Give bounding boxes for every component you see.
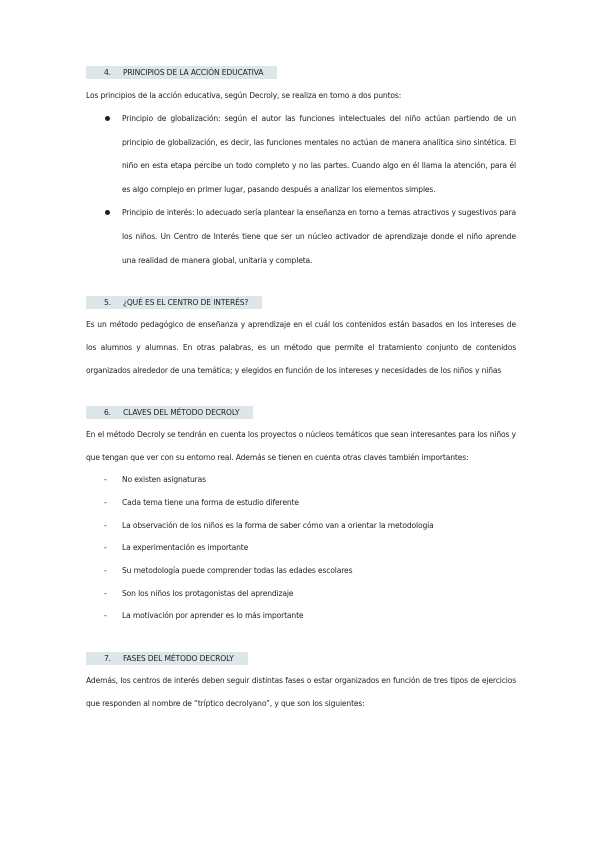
list-item (86, 583, 516, 606)
section-heading-centro-de-interes (86, 296, 262, 309)
section-number: 4. (104, 68, 111, 77)
section-intro: En el método Decroly se tendrán en cuenta los proyectos o núcleos temáticos que sean interesantes para los niños y que tengan que ver con su entorno real. Además se tienen en cuenta otras claves también importantes: (86, 430, 516, 463)
list-item (86, 605, 516, 628)
list-item (86, 107, 516, 201)
list-item (86, 560, 516, 583)
list-item-text: Son los niños los protagonistas del aprendizaje (122, 588, 294, 598)
dash-icon: - (104, 497, 107, 507)
section-heading-claves (86, 406, 253, 419)
section-paragraph: Es un método pedagógico de enseñanza y aprendizaje en el cuál los contenidos están basados en los intereses de los alumnos y alumnas. En otras palabras, es un método que permite el tratamiento conjunto de contenidos organizados alrededor de una temática; y elegidos en función de los intereses y necesidades de los niños y niñas (86, 320, 516, 376)
list-item (86, 515, 516, 538)
list-item-text: No existen asignaturas (122, 475, 206, 485)
section-heading-principios (86, 66, 277, 79)
section-number: 5. (104, 298, 111, 308)
list-item-text: La experimentación es importante (122, 543, 249, 553)
list-item-text: Cada tema tiene una forma de estudio diferente (122, 497, 299, 507)
list-item (86, 537, 516, 560)
bullet-list (86, 107, 516, 272)
section-paragraph: Además, los centros de interés deben seguir distintas fases o estar organizados en función de tres tipos de ejercicios que responden al nombre de “tríptico decrolyano”, y que son los siguientes: (86, 676, 516, 709)
section-title: ¿QUÉ ES EL CENTRO DE INTERÉS? (122, 298, 249, 308)
list-item-text: Principio de globalización: según el autor las funciones intelectuales del niño actúan partiendo de un principio de globalización, es decir, las funciones mentales no actúan de manera analítica sino sintética. El niño en esta etapa percibe un todo completo y no las partes. Cuando algo en él llama la atención, para él es algo complejo en primer lugar, pasando después a analizar los elementos simples. (122, 114, 516, 194)
page-content (86, 66, 516, 715)
bullet-icon (105, 210, 110, 215)
section-title: CLAVES DEL MÉTODO DECROLY (122, 408, 240, 418)
dash-icon: - (104, 611, 107, 621)
list-item-text: La observación de los niños es la forma de saber cómo van a orientar la metodología (122, 520, 434, 530)
dash-icon: - (104, 565, 107, 575)
dash-icon: - (104, 543, 107, 553)
list-item (86, 469, 516, 492)
section-intro: Los principios de la acción educativa, según Decroly, se realiza en torno a dos puntos: (86, 91, 402, 100)
section-number: 6. (104, 408, 111, 418)
dash-icon: - (104, 475, 107, 485)
section-heading-fases (86, 652, 248, 665)
list-item-text: Su metodología puede comprender todas las edades escolares (122, 565, 353, 575)
dash-list (86, 469, 516, 628)
section-number: 7. (104, 654, 111, 664)
dash-icon: - (104, 520, 107, 530)
list-item (86, 201, 516, 272)
list-item-text: Principio de interés: lo adecuado sería plantear la enseñanza en torno a temas atractivos y sugestivos para los niños. Un Centro de Interés tiene que ser un núcleo activador de aprendizaje donde el niño aprende una realidad de manera global, unitaria y completa. (122, 208, 516, 265)
section-title: PRINCIPIOS DE LA ACCIÓN EDUCATIVA (122, 68, 264, 77)
list-item-text: La motivación por aprender es lo más importante (122, 611, 304, 621)
section-title: FASES DEL MÉTODO DECROLY (122, 654, 234, 664)
bullet-icon (105, 116, 110, 121)
dash-icon: - (104, 588, 107, 598)
list-item (86, 492, 516, 515)
